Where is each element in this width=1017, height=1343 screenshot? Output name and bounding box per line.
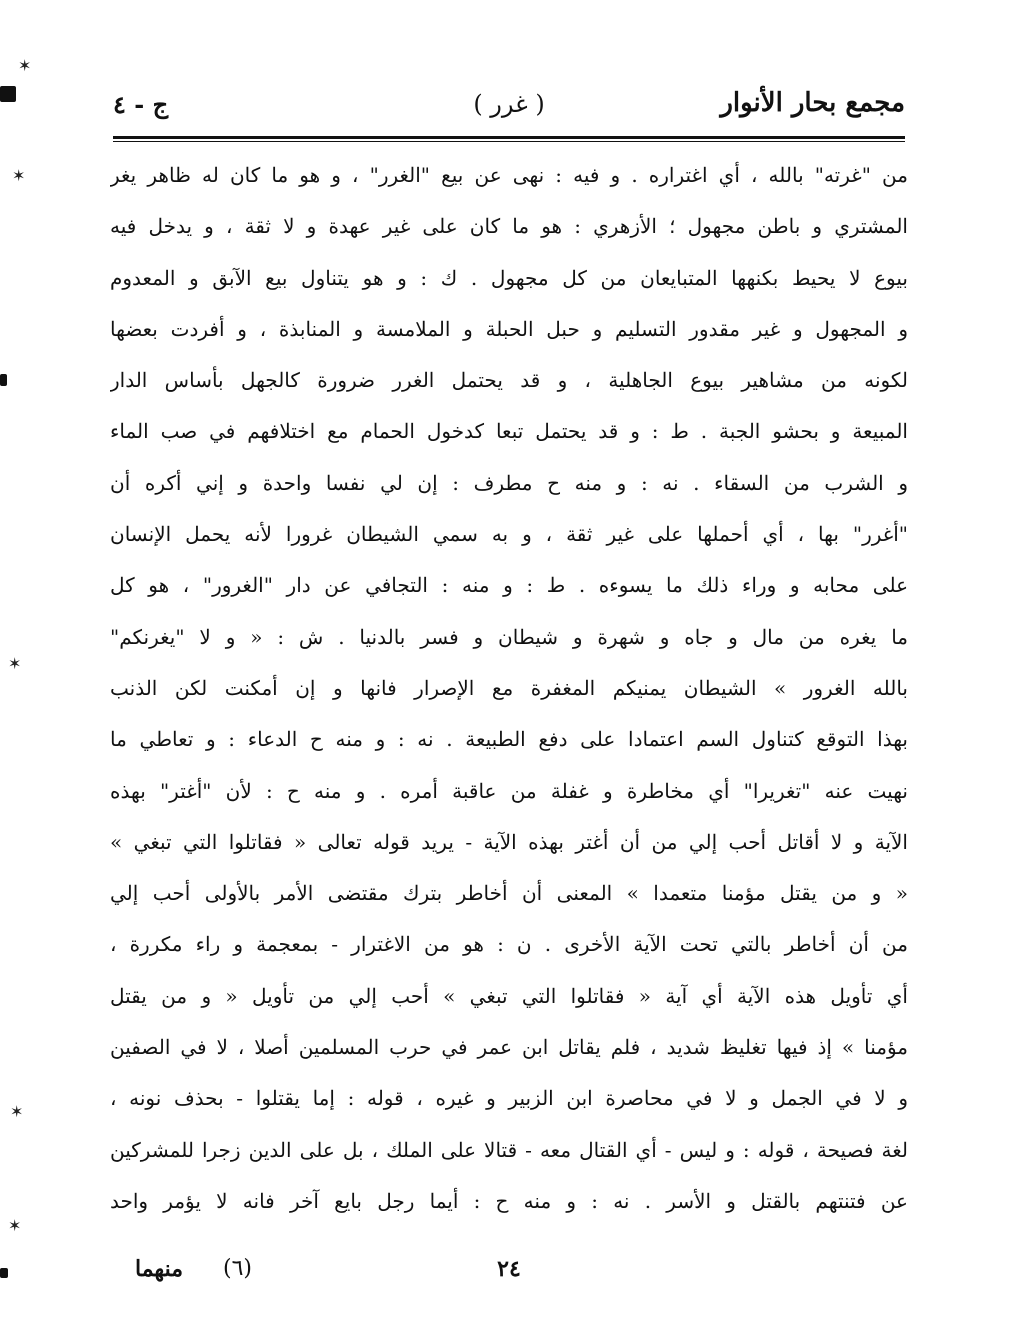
text-line: "أغرر" بها ، أي أحملها على غير ثقة ، و به سمي الشيطان غرورا لأنه يحمل الإنسان (110, 522, 908, 547)
text-line: على محابه و وراء ذلك ما يسوءه . ط : و منه : التجافي عن دار "الغرور" ، هو كل (110, 573, 908, 598)
book-title: مجمع بحار الأنوار (720, 88, 905, 118)
text-line: عن فتنتهم بالقتل و الأسر . نه : و منه ح : أيما رجل بايع آخر فانه لا يؤمر واحد (110, 1188, 908, 1213)
margin-blot (0, 1268, 8, 1278)
text-line: الآية و لا أقاتل أحب إلي من أن أغتر بهذه الآية - يريد قوله تعالى « فقاتلوا التي تبغي » (110, 829, 908, 854)
margin-mark-icon: ✶ (8, 1216, 22, 1235)
text-line: لكونه من مشاهير بيوع الجاهلية ، و قد يحتمل الغرر ضرورة كالجهل بأساس الدار (110, 368, 908, 393)
text-line: بالله الغرور » الشيطان يمنيكم المغفرة مع الإصرار فانها و إن أمكنت لكن الذنب (110, 675, 908, 700)
entry-root: ( غرر ) (473, 90, 545, 118)
catchword: منهما (135, 1256, 183, 1282)
page-number: ٢٤ (497, 1256, 521, 1282)
margin-mark-icon: ✶ (10, 1102, 24, 1121)
text-line: ما يغره من مال و جاه و شهرة و شيطان و فسر بالدنيا . ش : « و لا "يغرنكم" (110, 624, 908, 649)
header-rule (113, 136, 905, 142)
margin-mark-icon: ✶ (8, 654, 22, 673)
text-line: نهيت عنه "تغريرا" أي مخاطرة و غفلة من عاقبة أمره . و منه ح : لأن "أغتر" بهذه (110, 778, 908, 803)
volume-number: ج - ٤ (113, 90, 169, 119)
text-line: أي تأويل هذه الآية أي آية « فقاتلوا التي تبغي » أحب إلي من تأويل « و من يقتل (110, 983, 908, 1008)
page-footer (113, 1256, 905, 1296)
text-line: مؤمنا » إذ فيها تغليظ شديد ، فلم يقاتل ابن عمر في حرب المسلمين أصلا ، لا في الصفين (110, 1035, 908, 1060)
text-line: لغة فصيحة ، قوله : و ليس - أي القتال معه - قتالا على الملك ، بل على الدين زجرا للمشركين (110, 1137, 908, 1162)
margin-blot (0, 86, 16, 102)
text-line: و الشرب من السقاء . نه : و منه ح مطرف : إن لي نفسا واحدة و إني أكره أن (110, 470, 908, 495)
text-line: المشتري و باطن مجهول ؛ الأزهري : هو ما كان على غير عهدة و لا ثقة ، و يدخل فيه (110, 214, 908, 239)
text-line: بهذا التوقع كتناول السم اعتمادا على دفع الطبيعة . نه : و منه ح الدعاء : و تعاطي ما (110, 727, 908, 752)
page-header (113, 88, 905, 132)
text-line: و لا في الجمل و لا في محاصرة ابن الزبير و غيره ، قوله : إما يقتلوا - بحذف نونه ، (110, 1086, 908, 1111)
text-line: من "غرته" بالله ، أي اغتراره . و فيه : نهى عن بيع "الغرر" ، و هو ما كان له ظاهر يغر (110, 163, 908, 187)
margin-blot (0, 374, 7, 386)
text-line: بيوع لا يحيط بكنهها المتبايعان من كل مجهول . ك : و هو يتناول بيع الآبق و المعدوم (110, 265, 908, 290)
text-line: من أن أخاطر بالتي تحت الآية الأخرى . ن : هو من الاغترار - بمعجمة و راء مكررة ، (110, 932, 908, 957)
body-text (110, 150, 908, 1227)
margin-mark-icon: ✶ (12, 166, 26, 185)
signature-mark: (٦) (223, 1256, 253, 1281)
margin-mark-icon: ✶ (18, 56, 32, 75)
text-line: المبيعة و بحشو الجبة . ط : و قد يحتمل تبعا كدخول الحمام مع اختلافهم في صب الماء (110, 419, 908, 444)
text-line: و المجهول و غير مقدور التسليم و حبل الحبلة و الملامسة و المنابذة ، و أفردت بعضها (110, 316, 908, 341)
text-line: « و من يقتل مؤمنا متعمدا » المعنى أن أخاطر بترك مقتضى الأمر بالأولى أحب إلي (110, 881, 908, 906)
